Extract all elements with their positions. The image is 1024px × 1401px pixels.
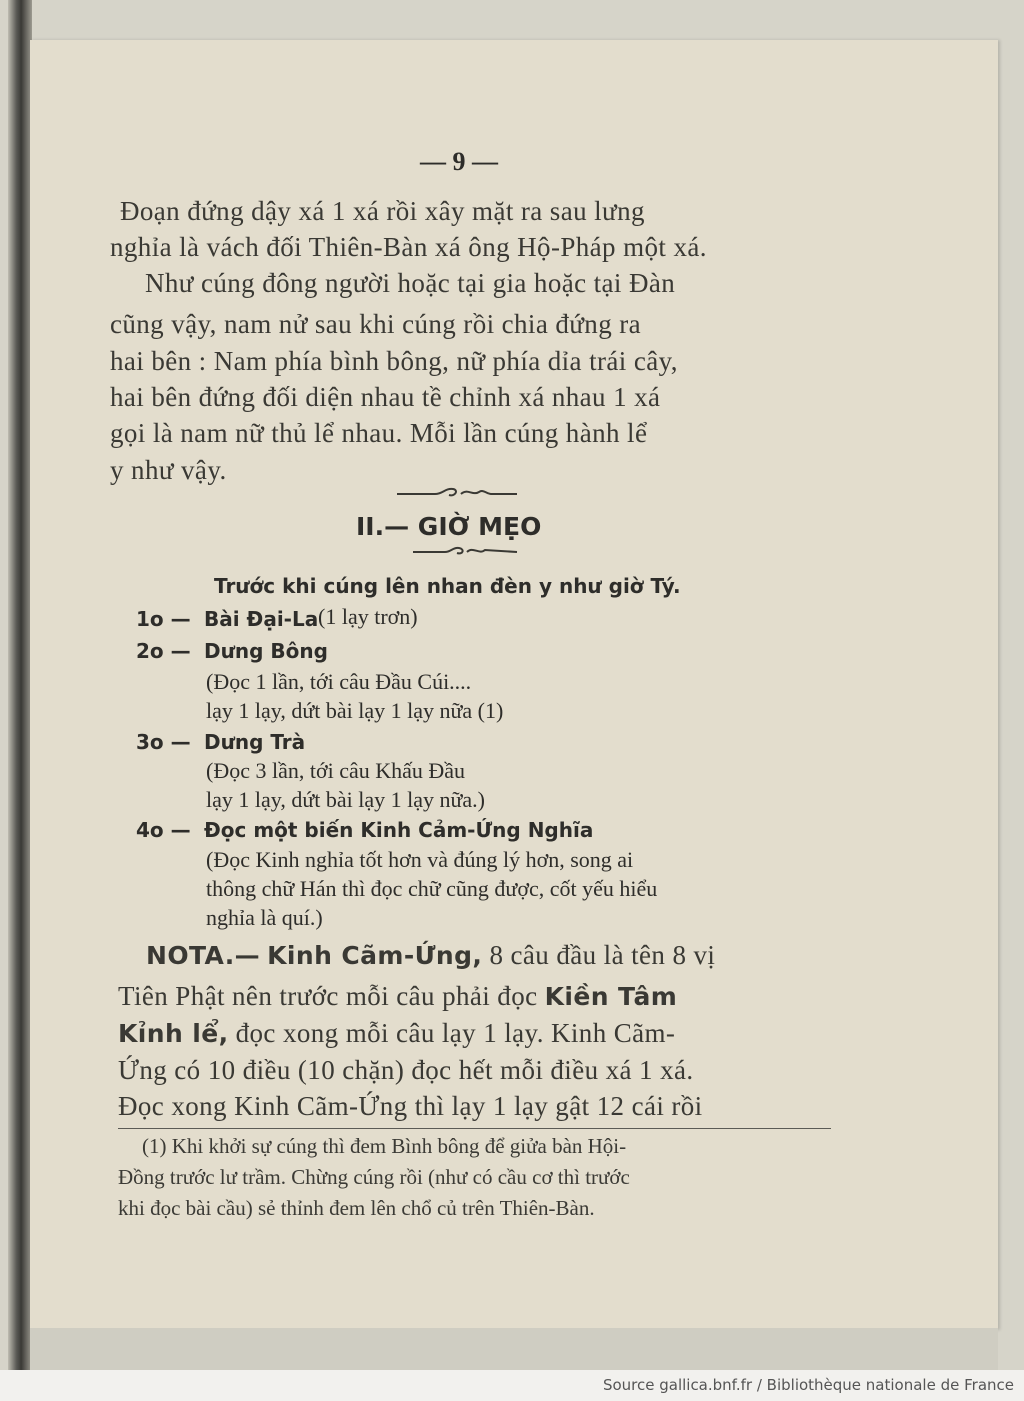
nota-label: NOTA.—	[146, 941, 260, 970]
page-number: — 9 —	[420, 147, 498, 176]
nota-line-2b: Kiền Tâm	[544, 982, 678, 1011]
item-note: (1 lạy trơn)	[318, 604, 418, 629]
nota-line-3a: Kỉnh lể,	[118, 1019, 229, 1048]
item-title: Bài Đại-La	[204, 607, 319, 631]
footnote-line: (1) Khi khởi sự cúng thì đem Bình bông để giửa bàn Hội-	[142, 1134, 627, 1158]
footnote-rule	[118, 1128, 831, 1129]
nota-line-3b: đọc xong mỗi câu lạy 1 lạy. Kinh Cãm-	[228, 1018, 676, 1048]
item-line: lạy 1 lạy, dứt bài lạy 1 lạy nữa (1)	[206, 698, 504, 723]
item-line: (Đọc 1 lần, tới câu Đầu Cúi....	[206, 669, 472, 694]
footnote-line: khi đọc bài cầu) sẻ thỉnh đem lên chổ củ trên Thiên-Bàn.	[118, 1196, 595, 1220]
intro-line: cũng vậy, nam nử sau khi cúng rồi chia đứng ra	[110, 309, 642, 339]
item-line: (Đọc 3 lần, tới câu Khấu Đầu	[206, 758, 466, 783]
intro-line: nghỉa là vách đối Thiên-Bàn xá ông Hộ-Pháp một xá.	[110, 232, 707, 262]
nota-line-2a: Tiên Phật nên trước mỗi câu phải đọc	[118, 981, 545, 1011]
nota-line-4: Ứng có 10 điều (10 chặn) đọc hết mỗi điều xá 1 xá.	[118, 1055, 694, 1085]
intro-line: Đoạn đứng dậy xá 1 xá rồi xây mặt ra sau lưng	[120, 196, 645, 226]
intro-line: hai bên : Nam phía bình bông, nữ phía dỉa trái cây,	[110, 346, 678, 376]
book-binding	[8, 0, 32, 1370]
item-title: Dưng Trà	[204, 730, 306, 754]
intro-line: Như cúng đông người hoặc tại gia hoặc tại Đàn	[145, 268, 676, 298]
intro-line: gọi là nam nữ thủ lể nhau. Mỗi lần cúng hành lể	[110, 418, 648, 448]
intro-line: hai bên đứng đối diện nhau tề chỉnh xá nhau 1 xá	[110, 382, 661, 412]
item-line: (Đọc Kinh nghỉa tốt hơn và đúng lý hơn, song ai	[206, 847, 634, 872]
nota-rest-1: 8 câu đầu là tên 8 vị	[482, 940, 716, 970]
section-subtitle: Trước khi cúng lên nhan đèn y như giờ Tý.	[214, 574, 681, 598]
item-number: 4o —	[136, 818, 191, 842]
section-title: II.— GIỜ MẸO	[356, 512, 542, 541]
item-line: nghỉa là quí.)	[206, 905, 323, 930]
nota-line-5: Đọc xong Kinh Cãm-Ứng thì lạy 1 lạy gật 12 cái rồi	[118, 1091, 703, 1121]
intro-line: y như vậy.	[110, 455, 227, 485]
ornament-divider-bottom	[411, 543, 519, 559]
nota-bold-1: Kinh Cãm-Ứng,	[267, 941, 483, 970]
item-number: 3o —	[136, 730, 191, 754]
nota-line-1	[146, 940, 715, 971]
ornament-divider-top	[395, 484, 519, 502]
item-line: lạy 1 lạy, dứt bài lạy 1 lạy nữa.)	[206, 787, 486, 812]
nota-line-3	[118, 1018, 675, 1049]
source-credit: Source gallica.bnf.fr / Bibliothèque nationale de France	[602, 1376, 1014, 1394]
nota-line-2	[118, 981, 677, 1012]
item-line: thông chữ Hán thì đọc chữ cũng được, cốt yếu hiểu	[206, 876, 658, 901]
page-bottom-edge	[30, 1328, 998, 1370]
item-title: Đọc một biến Kinh Cảm-Ứng Nghĩa	[204, 818, 594, 842]
item-title: Dưng Bông	[204, 639, 328, 663]
item-number: 1o —	[136, 607, 191, 631]
item-number: 2o —	[136, 639, 191, 663]
footnote-line: Đồng trước lư trầm. Chừng cúng rồi (như có cầu cơ thì trước	[118, 1165, 630, 1189]
